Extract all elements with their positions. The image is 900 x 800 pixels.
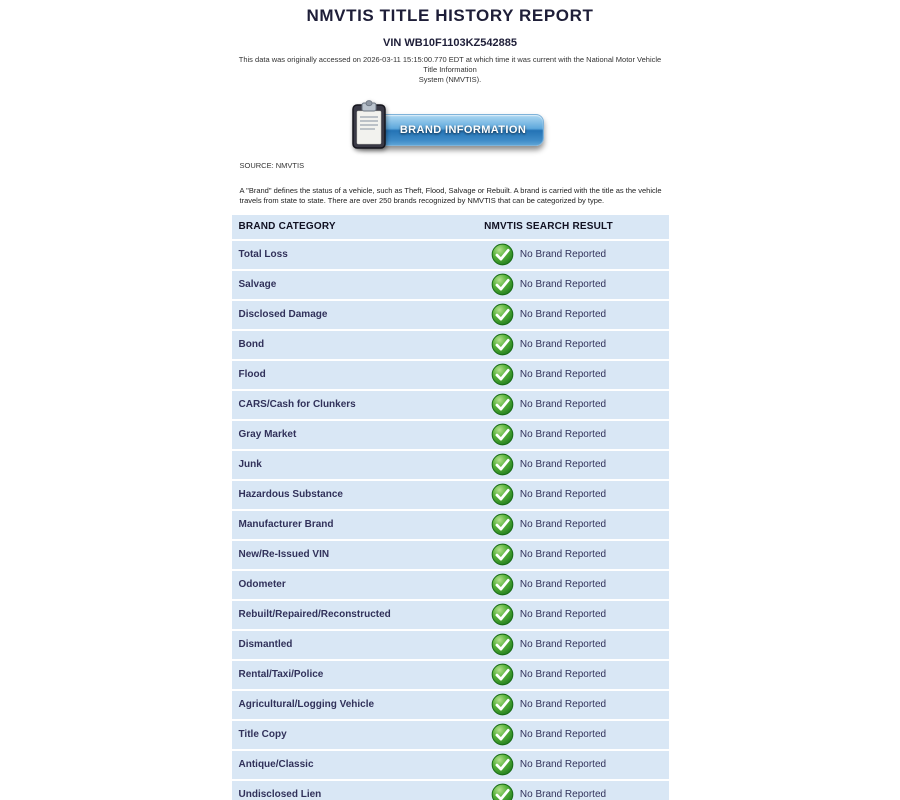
table-row [232, 361, 669, 389]
result-text: No Brand Reported [519, 489, 607, 500]
check-circle-icon [491, 423, 514, 446]
table-row [232, 331, 669, 359]
result-text: No Brand Reported [519, 609, 607, 620]
search-result-cell [429, 243, 669, 266]
result-text: No Brand Reported [519, 369, 607, 380]
column-header-brand-category: BRAND CATEGORY [238, 221, 336, 232]
table-row [232, 481, 669, 509]
vin-label: VIN WB10F1103KZ542885 [383, 37, 517, 49]
search-result-cell [429, 663, 669, 686]
brand-category-label: Flood [238, 369, 266, 380]
page-title: NMVTIS TITLE HISTORY REPORT [306, 6, 594, 25]
result-text: No Brand Reported [519, 339, 607, 350]
result-text: No Brand Reported [519, 759, 607, 770]
brand-category-label: Disclosed Damage [238, 309, 328, 320]
table-header-row [232, 215, 669, 239]
search-result-cell [429, 513, 669, 536]
check-circle-icon [491, 483, 514, 506]
check-circle-icon [491, 453, 514, 476]
source-label: SOURCE: NMVTIS [239, 161, 305, 171]
brand-category-label: Hazardous Substance [238, 489, 343, 500]
brand-category-label: CARS/Cash for Clunkers [238, 399, 356, 410]
check-circle-icon [491, 783, 514, 800]
check-circle-icon [491, 363, 514, 386]
table-row [232, 691, 669, 719]
search-result-cell [429, 603, 669, 626]
search-result-cell [429, 273, 669, 296]
brand-category-label: Bond [238, 339, 265, 350]
result-text: No Brand Reported [519, 699, 607, 710]
search-result-cell [429, 393, 669, 416]
brand-table [232, 215, 669, 800]
table-row [232, 721, 669, 749]
clipboard-icon [349, 100, 389, 150]
search-result-cell [429, 453, 669, 476]
table-row [232, 661, 669, 689]
search-result-cell [429, 723, 669, 746]
brand-category-label: Manufacturer Brand [238, 519, 334, 530]
check-circle-icon [491, 333, 514, 356]
brand-category-label: Antique/Classic [238, 759, 314, 770]
result-text: No Brand Reported [519, 639, 607, 650]
table-row [232, 571, 669, 599]
search-result-cell [429, 363, 669, 386]
access-disclaimer-line2: System (NMVTIS). [418, 74, 482, 84]
result-text: No Brand Reported [519, 669, 607, 680]
check-circle-icon [491, 663, 514, 686]
search-result-cell [429, 423, 669, 446]
nmvtis-report-page [232, 0, 669, 800]
table-row [232, 241, 669, 269]
brand-description: A "Brand" defines the status of a vehicle, such as Theft, Flood, Salvage or Rebuilt. A brand is carried with the title as the vehicle travels from state to state. There are over 250 brands recognized by NMVTIS that can be categorized by type. [239, 186, 662, 206]
check-circle-icon [491, 393, 514, 416]
result-text: No Brand Reported [519, 549, 607, 560]
table-row [232, 601, 669, 629]
check-circle-icon [491, 603, 514, 626]
check-circle-icon [491, 693, 514, 716]
brand-information-button-row [232, 114, 669, 146]
search-result-cell [429, 333, 669, 356]
result-text: No Brand Reported [519, 399, 607, 410]
brand-category-label: Title Copy [238, 729, 287, 740]
brand-information-label: BRAND INFORMATION [399, 124, 527, 137]
brand-information-button[interactable] [356, 114, 544, 146]
search-result-cell [429, 633, 669, 656]
search-result-cell [429, 573, 669, 596]
access-disclaimer-line1: This data was originally accessed on 2026-03-11 15:15:00.770 EDT at which time it was current with the National Motor Vehicle Title Information [238, 55, 662, 74]
table-row [232, 751, 669, 779]
table-row [232, 451, 669, 479]
brand-category-label: Odometer [238, 579, 286, 590]
brand-category-label: Undisclosed Lien [238, 789, 322, 800]
result-text: No Brand Reported [519, 429, 607, 440]
table-row [232, 781, 669, 800]
table-row [232, 541, 669, 569]
brand-category-label: Rental/Taxi/Police [238, 669, 324, 680]
brand-category-label: Salvage [238, 279, 277, 290]
column-header-search-result: NMVTIS SEARCH RESULT [484, 221, 613, 232]
check-circle-icon [491, 303, 514, 326]
brand-category-label: Dismantled [238, 639, 293, 650]
result-text: No Brand Reported [519, 519, 607, 530]
check-circle-icon [491, 543, 514, 566]
brand-category-label: Agricultural/Logging Vehicle [238, 699, 375, 710]
table-row [232, 631, 669, 659]
result-text: No Brand Reported [519, 309, 607, 320]
brand-category-label: Gray Market [238, 429, 297, 440]
result-text: No Brand Reported [519, 279, 607, 290]
result-text: No Brand Reported [519, 249, 607, 260]
brand-table-body [232, 241, 669, 800]
check-circle-icon [491, 243, 514, 266]
table-row [232, 301, 669, 329]
search-result-cell [429, 693, 669, 716]
brand-category-label: Total Loss [238, 249, 288, 260]
result-text: No Brand Reported [519, 579, 607, 590]
brand-category-label: New/Re-Issued VIN [238, 549, 330, 560]
search-result-cell [429, 783, 669, 800]
check-circle-icon [491, 753, 514, 776]
table-row [232, 271, 669, 299]
search-result-cell [429, 483, 669, 506]
brand-category-label: Rebuilt/Repaired/Reconstructed [238, 609, 391, 620]
table-row [232, 421, 669, 449]
search-result-cell [429, 303, 669, 326]
check-circle-icon [491, 633, 514, 656]
table-row [232, 391, 669, 419]
brand-category-label: Junk [238, 459, 262, 470]
access-disclaimer [232, 55, 669, 84]
check-circle-icon [491, 273, 514, 296]
result-text: No Brand Reported [519, 789, 607, 800]
check-circle-icon [491, 573, 514, 596]
table-row [232, 511, 669, 539]
search-result-cell [429, 753, 669, 776]
result-text: No Brand Reported [519, 459, 607, 470]
check-circle-icon [491, 723, 514, 746]
search-result-cell [429, 543, 669, 566]
result-text: No Brand Reported [519, 729, 607, 740]
check-circle-icon [491, 513, 514, 536]
